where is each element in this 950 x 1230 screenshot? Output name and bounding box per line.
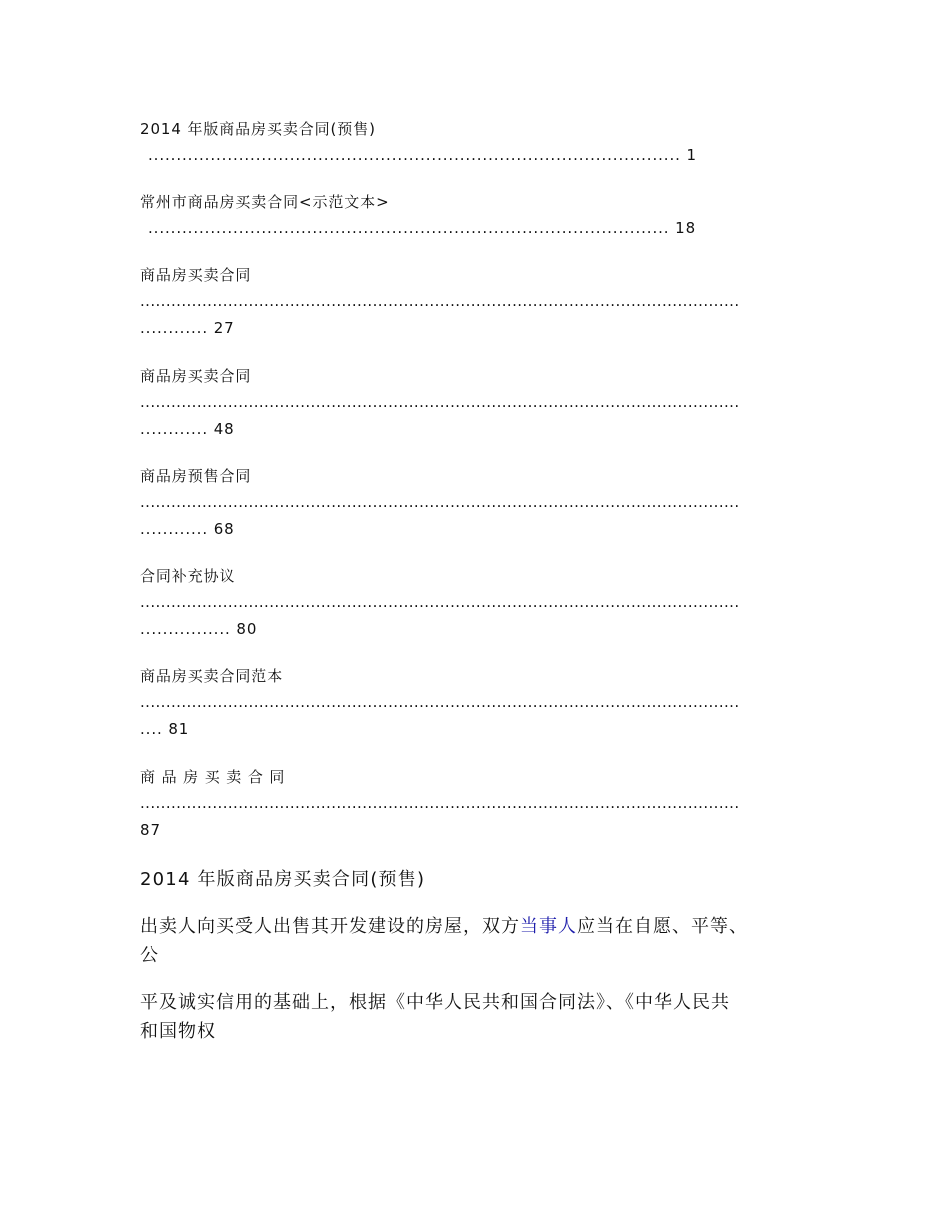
toc-leader-line [140,516,812,543]
toc-page-number: 81 [168,720,190,738]
paragraph-line: 和国物权 [140,1021,216,1042]
toc-title[interactable]: 商品房买卖合同 [140,367,252,385]
toc-entry[interactable] [140,764,812,844]
toc-entry[interactable] [140,116,812,169]
toc-leader-dots: ............................................................................................ [148,219,670,237]
toc-page-number: 48 [213,420,235,438]
toc-leader-dots: .................................................................................................................... [140,493,740,511]
toc-leader-dots: .................................................................................................................... [140,593,740,611]
toc-leader-dots: .............................................................................................. [148,146,681,164]
toc-title[interactable]: 2014 年版商品房买卖合同(预售) [140,120,376,138]
toc-title[interactable]: 商 品 房 买 卖 合 同 [140,768,286,786]
toc-leader-dots: ............ [140,420,209,438]
toc-title[interactable]: 商品房买卖合同 [140,266,252,284]
body-paragraph [140,988,812,1046]
toc-page-number: 1 [686,146,697,164]
toc-leader-line [140,142,812,169]
toc-leader-dots: ............ [140,520,209,538]
paragraph-line: 公 [140,945,159,966]
toc-page-number: 27 [213,319,235,337]
body-paragraph [140,912,812,970]
toc-title[interactable]: 商品房买卖合同范本 [140,667,284,685]
toc-leader-line [140,616,812,643]
toc-leader-line [140,716,812,743]
toc-page-number: 18 [675,219,697,237]
toc-leader-dots: ................ [140,620,231,638]
toc-leader-dots: .... [140,720,163,738]
toc-leader-dots: .................................................................................................................... [140,794,740,812]
toc-leader-line [140,416,812,443]
toc-entry[interactable] [140,463,812,543]
toc-title[interactable]: 常州市商品房买卖合同<示范文本> [140,193,390,211]
toc-title[interactable]: 商品房预售合同 [140,467,252,485]
toc-entry[interactable] [140,262,812,342]
toc-page-number: 87 [140,821,161,839]
toc-entry[interactable] [140,563,812,643]
toc-entry[interactable] [140,663,812,743]
paragraph-text: 应当在自愿、平等、 [577,916,748,937]
toc-leader-dots: .................................................................................................................... [140,693,740,711]
toc-leader-dots: .................................................................................................................... [140,393,740,411]
toc-page-number: 80 [236,620,258,638]
toc-leader-dots: ............ [140,319,209,337]
paragraph-line: 平及诚实信用的基础上，根据《中华人民共和国合同法》、《中华人民共 [140,992,730,1013]
section-heading: 2014 年版商品房买卖合同(预售) [140,869,426,890]
dangshiren-link[interactable]: 当事人 [520,916,577,937]
paragraph-text: 出卖人向买受人出售其开发建设的房屋，双方 [140,916,520,937]
toc-entry[interactable] [140,363,812,443]
paragraph-line [140,912,812,941]
toc-leader-line [140,315,812,342]
toc-entry[interactable] [140,189,812,242]
toc-page-number: 68 [213,520,235,538]
toc-title[interactable]: 合同补充协议 [140,567,236,585]
toc-leader-dots: .................................................................................................................... [140,292,740,310]
toc-leader-line [140,215,812,242]
